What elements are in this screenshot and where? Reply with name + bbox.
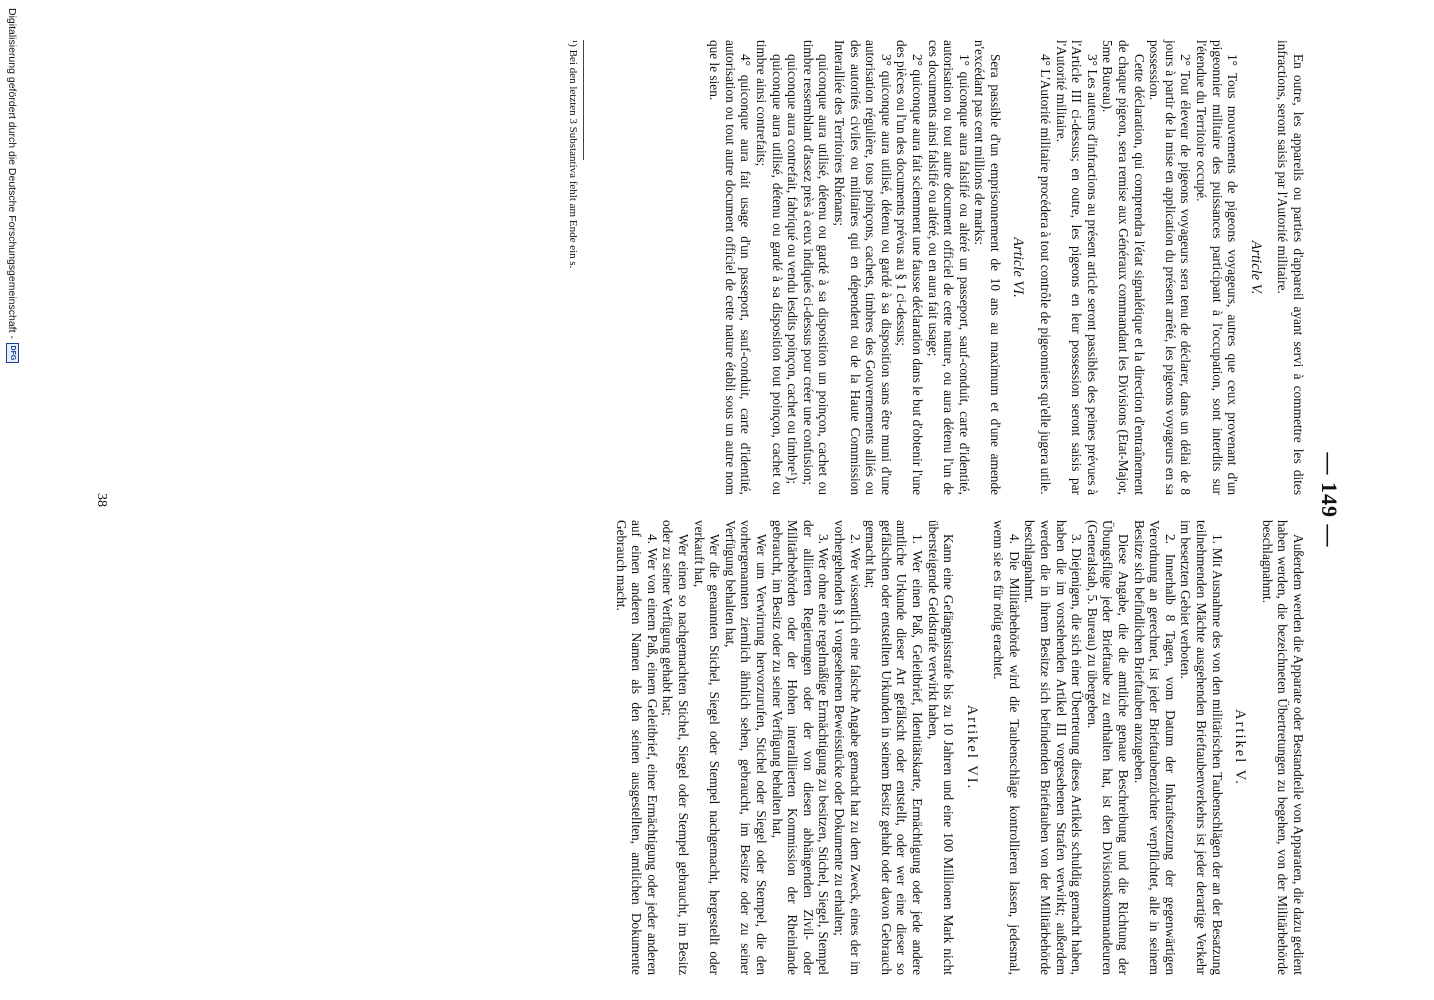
- paragraph: 3° quiconque aura utilisé, détenu ou gardé à sa disposition sans être muni d'une autorisation régulière, tous poinçons, cachets, timbres des Gouvernements alliés ou des autorités civiles ou militaires qui en dépendent ou de la Haute Commission Interalliée des Territoires Rhénans;: [831, 40, 894, 495]
- french-column: [707, 40, 1306, 495]
- paragraph: quiconque aura utilisé, détenu ou gardé à sa disposition tout poinçon, cachet ou timbre ainsi contrefaits;: [754, 40, 785, 495]
- paragraph: Wer um Verwirrung hervorzurufen, Stichel oder Siegel oder Stempel, die den vorhergenannten ziemlich ähnlich sehen, gebraucht, im Besitze oder zu seiner Verfügung behalten hat,: [722, 520, 769, 975]
- german-column: [613, 520, 1306, 975]
- paragraph: 1° quiconque aura falsifié ou altéré un passeport, sauf-conduit, carte d'identité, autorisation ou tout autre document officiel de cette nature, ou aura détenu l'un de ces documents ainsi falsifié ou altéré, ou en aura fait usage;: [925, 40, 972, 495]
- article-heading: Article V.: [1247, 240, 1264, 295]
- paragraph: Diese Angabe, die die amtliche genaue Beschreibung und die Richtung der Übungsflüge jeder Brieftaube zu enthalten hat, ist den Divisionskommandeuren (Generalstab, 5. Bureau) zu übergeben.: [1084, 520, 1132, 975]
- footnote: ¹) Bei den letzten 3 Substantiva fehlt am Ende ein s.: [567, 40, 579, 269]
- paragraph: Kann eine Gefängnisstrafe bis zu 10 Jahren und eine 100 Millionen Mark nicht übersteigende Geldstrafe verwirkt haben,: [925, 520, 957, 975]
- paragraph: 2° Tout éleveur de pigeons voyageurs sera tenu de déclarer, dans un délai de 8 jours à partir de la mise en application du présent arrêté, les pigeons voyageurs en sa possession.: [1147, 40, 1194, 495]
- bottom-page-number: 38: [94, 493, 109, 507]
- footnote-rule: [583, 40, 584, 160]
- paragraph: 1° Tous mouvements de pigeons voyageurs, autres que ceux provenant d'un pigeonnier militaire des puissances participant à l'occupation, sont interdits sur l'étendue du Territoire occupé.: [1194, 40, 1241, 495]
- paragraph: 3. Wer ohne eine regelmäßige Ermächtigung zu besitzen, Stichel, Siegel, Stempel der alliierten Regierungen oder der von diesen abhängenden Zivil- oder Militärbehörden oder der Hohen interalliierten Kommission der Rheinlande gebraucht, im Besitz oder zu seiner Verfügung behalten hat,: [769, 520, 832, 975]
- paragraph: 2. Wer wissentlich eine falsche Angabe gemacht hat zu dem Zweck, eines der im vorhergehenden § 1 vorgesehenen Beweisstücke oder Dokumente zu erhalten;: [831, 520, 863, 975]
- credit-text: Digitalisierung gefördert durch die Deutsche Forschungsgemeinschaft -: [6, 8, 19, 339]
- paragraph: Außerdem werden die Apparate oder Bestandteile von Apparaten, die dazu gedient haben werden, die bezeichneten Übertretungen zu begehen, von der Militärbehörde beschlagnahmt.: [1259, 520, 1306, 975]
- article-heading: Article VI.: [1010, 237, 1027, 298]
- paragraph: 2. Innerhalb 8 Tagen, vom Datum der Inkraftsetzung der gegenwärtigen Verordnung an gerechnet, ist jeder Brieftaubenzüchter verpflichtet, alle in seinem Besitze sich befindlichen Brieftauben anzugeben.: [1131, 520, 1178, 975]
- paragraph: 3° Les auteurs d'infractions au présent article seront passibles des peines prévues à l'Article III ci-dessus; en outre, les pigeons en leur possession seront saisis par l'Autorité militaire.: [1053, 40, 1100, 495]
- paragraph: quiconque aura utilisé, détenu ou gardé à sa disposition un poinçon, cachet ou timbre ressemblant d'assez près à ceux indiqués ci-dessus pour créer une confusion;: [800, 40, 832, 495]
- paragraph: En outre, les appareils ou parties d'appareil ayant servi à commettre les dites infractions, seront saisis par l'Autorité militaire.: [1275, 40, 1306, 495]
- paragraph: 3. Diejenigen, die sich einer Übertretung dieses Artikels schuldig gemacht haben, haben die im vorstehenden Artikel III vorgesehenen Strafen verwirkt; außerdem werden die in ihrem Besitze sich befindenden Brieftauben von der Militärbehörde beschlagnahmt.: [1022, 520, 1085, 975]
- paragraph: Cette déclaration, qui comprendra l'état signalétique et la direction d'entraînement de chaque pigeon, sera remise aux Généraux commandant les Divisions (Etat-Major, 5me Bureau).: [1100, 40, 1147, 495]
- paragraph: 2° quiconque aura fait sciemment une fausse déclaration dans le but d'obtenir l'une des pièces ou l'un des documents prévus au § 1 ci-dessus;: [894, 40, 925, 495]
- paragraph: 1. Wer einen Paß, Geleitbrief, Identitätskarte, Ermächtigung oder jede andere amtliche Urkunde dieser Art gefälscht oder entstellt, oder wer eine dieser so gefälschten oder entstellten Urkunden in seinem Besitz gehabt oder davon Gebrauch gemacht hat;: [863, 520, 925, 975]
- paragraph: 4° quiconque aura fait usage d'un passeport, sauf-conduit, carte d'identité, autorisation ou tout autre document officiel de cette nature établi sous un autre nom que le sien.: [707, 40, 754, 495]
- paragraph: quiconque aura contrefait, fabriqué ou vendu lesdits poinçon, cachet ou timbre¹);: [785, 54, 801, 485]
- paragraph: Wer einen so nachgemachten Stichel, Siegel oder Stempel gebraucht, im Besitz oder zu seiner Verfügung gehabt hat;: [660, 520, 692, 975]
- paragraph: Sera passible d'un emprisonnement de 10 ans au maximum et d'une amende n'excédant pas cent millions de marks:: [972, 40, 1003, 495]
- artikel-heading: Artikel VI.: [963, 704, 980, 791]
- page-number: — 149 —: [1317, 452, 1342, 548]
- paragraph: 1. Mit Ausnahme des von den militärischen Taubenschlägen der an der Besatzung teilnehmenden Mächte ausgehenden Brieftaubenverkehrs ist jeder derartige Verkehr im besetzten Gebiet verboten.: [1178, 520, 1225, 975]
- paragraph: 4° L'Autorité militaire procédera à tout contrôle de pigeonniers qu'elle jugera utile.: [1038, 54, 1054, 495]
- paragraph: 4. Wer von einem Paß, einem Geleitbrief, einer Ermächtigung oder jeder anderen auf einen anderen Namen als den seinen ausgestellten, amtlichen Dokumente Gebrauch macht.: [613, 520, 660, 975]
- dfg-logo-icon: DFG: [6, 343, 19, 363]
- paragraph: Wer die genannten Stichel, Siegel oder Stempel nachgemacht, hergestellt oder verkauft hat,: [691, 520, 723, 975]
- paragraph: 4. Die Militärbehörde wird die Taubenschläge kontrollieren lassen, jedesmal, wenn sie es für nötig erachtet.: [991, 520, 1022, 975]
- artikel-heading: Artikel V.: [1232, 709, 1249, 786]
